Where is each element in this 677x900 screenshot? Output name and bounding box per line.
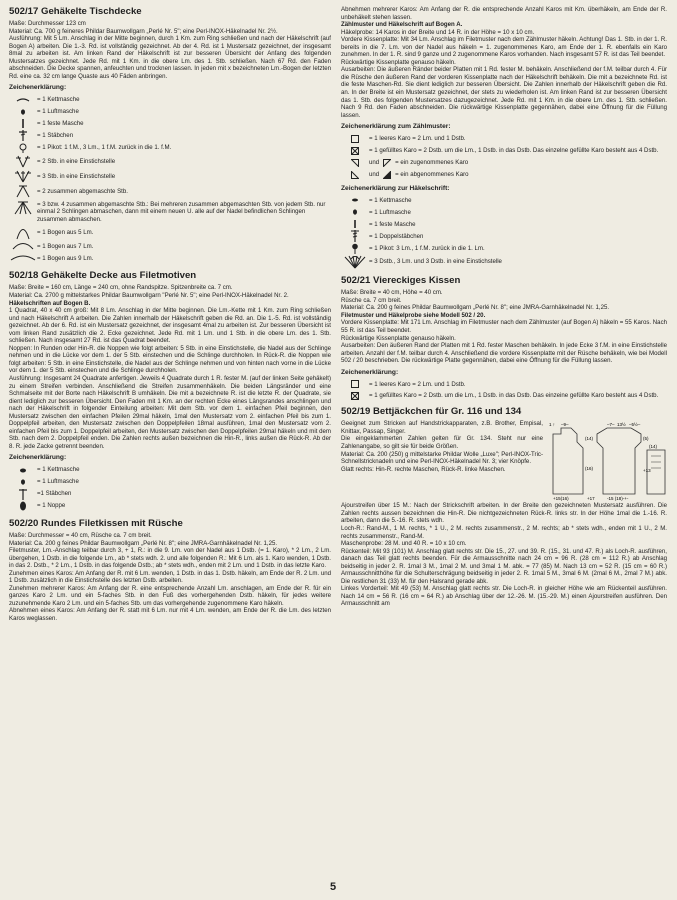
legend-item: = 1 Doppelstäbchen [341,230,667,242]
legend-title: Zeichenerklärung zum Zählmuster: [341,123,451,131]
single-crochet-icon [9,119,37,128]
section-title: 502/19 Bettjäckchen für Gr. 116 und 134 [341,406,522,418]
shell-stitch-icon [341,255,369,269]
svg-text:(14): (14) [649,444,658,450]
increase-corner-icon [383,159,391,167]
instructions: Ausführung: Insgesamt 24 Quadrate anfertigen. Jeweils 4 Quadrate durch 1 R. fester M. (auf der linken Seite gehäkelt) zu einem Streifen verbinden. Anschließend die Streifen zusammenhäkeln. Die beiden Längsränder und eine Schmalseite mit der Borte nach Häkelschrift B umhäkeln. Die mit a bezeichnete R. ist die letzte R. der Quadrate, sie dient lediglich zur besseren Übersicht. Den Faden mit 1 Km. an der rechten Ecke eines Längsrandes anschlingen und nach der Häkelschrift in folgender Einteilung arbeiten: Mit dem Stb. vor dem 1. einfachen Pfeil beginnen, den Mustersatz zwischen den einfachen Pfeilen 29mal häkeln, 1mal den Mustersatz vom 2. einfachen Pfeil bis zum 1. Doppelpfeil arbeiten, den Mustersatz zwischen den Doppelpfeilen 18mal ausführen, 1mal den Mustersatz vom 2. einfachen Pfeil bis zum 1. Doppelpfeil arbeiten, den Mustersatz zwischen den Doppelpfeilen 29mal häkeln und mit dem Stb. nach dem 2. Doppelpfeil enden. Die Zahlen rechts außen bezeichnen die Hin-R., links außen die Rück-R. Ab der 8. R. jede Zacke getrennt beenden. [9,374,331,450]
instructions: Abnehmen eines Karos: Am Anfang der R. statt mit 6 Lm. nur mit 4 Lm. wenden, am Ende der R. die Lm. des letzten Karos weglassen. [9,607,331,623]
picot-icon [9,143,37,153]
three-dc-one-stitch-icon [9,170,37,183]
dimensions: Maße: Durchmesser 123 cm [9,20,86,27]
legend-item: = 1 Noppe [9,500,331,512]
instructions: Noppen: In Runden oder Hin-R. die Noppen wie folgt arbeiten: 5 Stb. in eine Einstichstelle, die Nadel aus der Schlinge nehmen und in die Lücke vor dem 1. der 5 Stb. einstechen und die Schlinge durchholen. In Rück-R. die Noppen wie folgt arbeiten: 5 Stb. in eine Einstichstelle, die Nadel aus der Schlinge nehmen und von hinten nach vorne in die Lücke vor dem 1. der 5 Stb. einstechen und die Schlinge durchholen. [9,344,331,375]
legend-item: = 3 bzw. 4 zusammen abgemaschte Stb.: Bei mehreren zusammen abgemaschten Stb. von jedem Stb. nur einmal 2 Schlingen abmaschen, dann mit einem neuen U. alle auf der Nadel befindlichen Schlingen zusammen abmaschen. [9,201,331,224]
dimensions: Maße: Breite = 40 cm, Höhe = 40 cm. [341,289,443,297]
legend-item: = 1 Luftmasche [9,106,331,118]
legend-item: = 1 Bogen aus 7 Lm. [9,240,331,252]
svg-text:+15(16): +15(16) [553,496,569,502]
legend-item: = 3 Stb. in eine Einstichstelle [9,169,331,184]
bobble-icon [9,501,37,511]
instructions: Ajourstreifen über 15 M.: Nach der Strickschrift arbeiten. In der Breite den gezeichneten Mustersatz ausführen. Die Zahlen rechts aussen bezeichnen die Hin-R. Die nichtgezeichneten Rück-R. links str. In der Höhe 1mal die 1.-16. R. arbeiten, dann die 5.-16. R. stets wdh. [341,502,667,525]
legend-item: = 1 leeres Karo = 2 Lm. und 1 Dstb. [341,378,667,390]
chain-stitch-icon [9,109,37,115]
legend-title: Zeichenerklärung: [9,454,67,462]
svg-text:(14): (14) [585,436,594,442]
gauge: Maschenprobe: 28 M. und 40 R. = 10 x 10 cm. [341,540,467,548]
arc-5-chain-icon [9,226,37,240]
legend-item: = 1 gefülltes Karo = 2 Dstb. um die Lm., 1 Dstb. in das Dstb. Das einzeine gefüllte Karo besteht aus 4 Dstb. [341,392,667,400]
material: Material: Ca. 2700 g mittelstarkes Phildar Baumwollgarn "Perlé Nr. 5"; eine Perl-INOX-Häkelnadel Nr. 2. [9,291,289,299]
instructions: Ausführung: Mit 5 Lm. Anschlag in der Mitte beginnen, durch 1 Km. zum Ring schließen und nach der Häkelschrift (auf Bogen A) arbeiten. Die 1.-3. Rd. ist vollständig gezeichnet. Ab der 4. Rd. ist 1 Mustersatz gezeichnet, der insgesamt 8mal zu arbeiten ist. Am linken Rand der Häkelschrift ist zur besseren Übersicht der Anfang des folgenden Mustersatzes gezeichnet. Jede Rd. mit 1 Km. in die obere Lm. des 1. Stb. schließen. Nach 67 Rd. den Faden abschneiden. Die Decke spannen, anfeuchten und trocknen lassen. In jeden mit x bezeichneten Lm.-Bogen der letzten Rd. eine ca. 32 cm lange Quaste aus 40 Fäden anbringen. [9,35,331,80]
stitch-pattern: Glatt rechts: Hin-R. rechte Maschen, Rück-R. linke Maschen. [341,465,506,473]
three-four-dc-together-icon [9,201,37,215]
svg-text:+17: +17 [587,496,595,502]
legend-item: = 2 Stb. in eine Einstichstelle [9,154,331,169]
gauge: Häkelprobe: 14 Karos in der Breite und 14 R. in der Höhe = 10 x 10 cm. [341,28,535,36]
section-title: 502/20 Rundes Filetkissen mit Rüsche [9,518,183,529]
legend-title: Zeichenerklärung: [341,368,399,376]
legend-item: = 1 Kettmasche [9,464,331,476]
legend-item: = 1 feste Masche [9,118,331,130]
legend-item: = 3 Dstb., 3 Lm. und 3 Dstb. in eine Einstichstelle [341,254,667,269]
two-dc-together-icon [9,185,37,198]
instructions: Loch-R.: Rand-M., 1 M. rechts, * 1 U., 2 M. rechts zusammenstr., 2 M. rechts; ab * stets wdh., enden mit 1 U., 2 M. rechts zusammenstr., Rand-M. [341,524,667,540]
left-column [9,6,331,623]
instructions: Rückwärtige Kissenplatte genauso häkeln. [341,334,456,342]
legend-item: = 1 gefülltes Karo = 2 Dstb. um die Lm., 1 Dstb. in das Dstb. Das einzelne gefüllte Karo besteht aus 4 Dstb. [341,147,667,155]
single-crochet-icon [341,220,369,228]
arc-7-chain-icon [9,242,37,250]
empty-square-icon [341,135,369,143]
slip-stitch-icon [9,97,37,103]
chart-reference: Zählmuster und Häkelschrift auf Bogen A. [341,21,463,29]
filled-square-icon [341,147,369,155]
instructions: 1 Quadrat, 40 x 40 cm groß: Mit 8 Lm. Anschlag in der Mitte beginnen. Die Lm.-Kette mit 1 Km. zum Ring schließen und nach Häkelschrift A arbeiten. Die Zahlen innerhalb der Häkelschrift geben die Rd. an. Die 1.-5. Rd. ist vollständig gezeichnet. Ab der 6. Rd. ist ein Mustersatz gezeichnet, der insgesamt 4mal zu arbeiten ist. Zur besseren Übersicht ist vom linken Rand zusätzlich die 2. Ecke gezeichnet. Jede Rd. mit 1 Lm. und 1 Stb. in die obere Lm. des 1. Stb. schließen. Nach insgesamt 27 Rd. ist das Quadrat beendet. [9,307,331,345]
svg-text:(16): (16) [585,466,594,472]
empty-square-icon [341,380,369,388]
instructions: Ausarbeiten: Den äußeren Rand der Platten mit 1 Rd. fester Maschen behäkeln. In jede Ecke 3 f.M. in eine Einstichstelle arbeiten. Anzahl der f.M. teilbar durch 4. Anschließend die vordere Kissenplatte mit der Rüsche behäkeln, wie bei Modell 502 / 20 beschrieben. Die rückwärtige Platte gegennähen, dabei eine Öffnung für die Füllung lassen. [341,342,667,365]
material: Material: Ca. 700 g feineres Phildar Baumwollgarn „Perlé Nr. 5"; eine Perl-INOX-Häkelnadel Nr. 2½. [9,27,278,35]
svg-text:1 ↑: 1 ↑ [549,422,556,428]
legend-item: = 2 zusammen abgemaschte Stb. [9,184,331,199]
double-crochet-icon [9,489,37,500]
svg-text:–7–: –7– [607,422,615,428]
instructions: Filetmuster, Lm.-Anschlag teilbar durch 3, + 1, R.: in die 9. Lm. von der Nadel aus 1 Dstb. (= 1. Karo), * 2 Lm., 2 Lm. übergehen, 1 Dstb. in die folgende Lm., ab * stets wdh. 2. und alle folgenden R.: Mit 6 Lm. als 1. Karo wenden, 1 Dstb. in das 2. Dstb., * 2 Lm., 1 Dstb. in das folgende Dstb.; ab * stets wdh., enden mit 2 Lm. und 1 Dstb. in das letzte Karo. [9,547,331,570]
chain-stitch-icon [341,209,369,215]
section-title: 502/18 Gehäkelte Decke aus Filetmotiven [9,270,197,282]
chart-reference: Häkelschriften auf Bogen B. [9,299,91,307]
arc-9-chain-icon [9,255,37,261]
legend-item: = 1 Luftmasche [9,476,331,488]
decrease-corner-icon [383,171,391,179]
legend-item: =1 Stäbchen [9,488,331,500]
chain-stitch-icon [9,479,37,485]
legend-title: Zeichenerklärung: [9,84,67,92]
jacket-schematic [547,420,667,502]
material: Material: Ca. 200 (250) g mittelstarke Phildar Wolle „Luxe"; Perl-INOX-Tric-Schnellstricknadeln und eine Perl-INOX-Häkelnadel Nr. 3; vier Knöpfe. [341,450,543,466]
dimensions: Maße: Breite = 160 cm, Länge = 240 cm, ohne Randspitze. Spitzenbreite ca. 7 cm. [9,284,233,292]
dimensions: Maße: Durchmesser = 40 cm, Rüsche ca. 7 cm breit. [9,532,152,539]
decrease-corner-icon [341,171,369,179]
double-crochet-icon [9,130,37,141]
svg-text:13½: 13½ [617,422,626,428]
legend-item: = 1 Kettmasche [341,194,667,206]
instructions: Vordere Kissenplatte: Mit 34 Lm. Anschlag im Filetmuster nach dem Zählmuster häkeln. Achtung! Das 1. Stb. in der 1. R. bereits in die 7. Lm. von der Nadel aus häkeln = 1. zugenommenes Karo, am Ende der 1. R. ebenfalls ein Karo zunehmen. In der 1. R. sind 9 ganze und 2 zugenommene Karos vorhanden. Nach insgesamt 57 R. ist das Teil beendet. [341,36,667,59]
svg-text:+13: +13 [643,468,651,474]
legend-item: und = ein abgenommenes Karo [341,169,667,181]
legend-item: = 1 leeres Karo = 2 Lm. und 1 Dstb. [341,133,667,145]
picot-icon [341,243,369,254]
dimensions: Rüsche ca. 7 cm breit. [341,296,402,304]
treble-crochet-icon [341,230,369,242]
machine-note: Geeignet zum Stricken auf Handstrickapparaten, z.B. Brother, Empisal, Knittax, Passap, Singer. [341,420,543,435]
instructions: Rückwärtige Kissenplatte genauso häkeln. [341,58,456,66]
svg-text:–5½–: –5½– [629,422,641,428]
section-title: 502/17 Gehäkelte Tischdecke [9,6,142,17]
legend-item: = 1 Kettmasche [9,94,331,106]
instructions: Rückenteil: Mit 93 (101) M. Anschlag glatt rechts str. Die 15., 27. und 39. R. (15., 31. und 47. R.) als Loch-R. ausführen, danach das Teil glatt rechts beenden. Für die Armausschnitte nach 24 cm = 96 R. (28 cm = 112 R.) ab Anschlag beidseitig in jeder 2. R. 1mal 3 M., 1mal 2 M. und 3mal 1 M. abk. = 77 (85) M. Nach 13 cm = 52 R. (15 cm = 60 R.) Armausschnitthöhe für die Schulterschrägung beidseitig in jeder 2. R. 1mal 5 M., 3mal 6 M. (2mal 6 M., 2mal 7 M.) abk. Die restlichen 31 (33) M. für den Halsrand gerade abk. [341,547,667,585]
instructions: Vordere Kissenplatte: Mit 171 Lm. Anschlag im Filetmuster nach dem Zählmuster (auf Bogen A) häkeln = 55 Karos. Nach 55 R. ist das Teil beendet. [341,319,668,335]
svg-text:-15 (18)-+-: -15 (18)-+- [607,496,629,502]
instructions: Linkes Vorderteil: Mit 49 (53) M. Anschlag glatt rechts str. Die Loch-R. in gleicher Höhe wie am Rückenteil ausführen. Nach 14 cm = 56 R. (16 cm = 64 R.) ab Anschlag über der 12.-26. M. (15.-29. M.) einen Ajourstreifen ausführen. Den Armausschnitt am [341,585,667,608]
material: Material: Ca. 200 g feines Phildar Baumwollgarn „Perlé Nr. 8"; eine JMRA-Garnhäkelnadel Nr. 1,25. [341,304,610,312]
intro-with-schematic [341,420,667,502]
two-dc-one-stitch-icon [9,155,37,168]
legend-item: = 1 feste Masche [341,218,667,230]
slip-stitch-icon [9,468,37,473]
legend-title: Zeichenerklärung zur Häkelschrift: [341,184,450,192]
instructions: Zunehmen mehrerer Karos: Am Anfang der R. eine entsprechende Anzahl Lm. anschlagen, am Ende der R. für ein ganzes Karo 2 Lm. und ein 5-faches Stb. in den Fuß des vorhergehenden Dstb. häkeln, für jedes weitere zuzunehmende Karo 2 Lm. und ein 5-faches Stb. um das vorhergehende zugenommene Karo häkeln. [9,584,331,607]
legend-item: = 1 Stäbchen [9,130,331,142]
svg-text:–9–: –9– [561,422,569,428]
legend-item: = 1 Luftmasche [341,206,667,218]
increase-corner-icon [341,159,369,167]
instructions: Ausarbeiten: Die äußeren Ränder beider Platten mit 1 Rd. fester M. behäkeln. Anschließend der f.M. teilbar durch 4. Für die Rüsche den äußeren Rand der vorderen Kissenplatte nach der Häkelschrift behäkeln. Die mit a bezeichnete Rd. ist die feste Maschen-Rd. Sie dient lediglich zur besseren Übersicht. Die Zahlen innerhalb der Häkelschrift geben die Rd. an. In der Breite ist ein Mustersatz gezeichnet, der stets zu wiederholen ist. Am linken Rand ist zur besseren Übersicht das 1. Stb. des folgenden Mustersatzes dazugezeichnet. Jede Rd. mit 1 Km. in die obere Lm. des 1. Stb. schließen. Nach 9 Rd. den Faden abschneiden. Die rückwärtige Kissenplatte gegennähen, dabei eine Öffnung für die Füllung lassen. [341,66,667,119]
material: Material: Ca. 200 g feines Phildar Baumwollgarn „Perlé Nr. 8"; eine JMRA-Garnhäkelnadel Nr. 1,25. [9,539,278,547]
right-column [341,6,667,608]
instructions: Zunehmen eines Karos: Am Anfang der R. mit 6 Lm. wenden, 1 Dstb. in das 1. Dstb. häkeln, am Ende der R. 2 Lm. und 1 Dstb. zusätzlich in die Einstichstelle des letzten Dstb. arbeiten. [9,569,331,585]
legend-item: = 1 Bogen aus 5 Lm. [9,225,331,240]
slip-stitch-icon [341,198,369,202]
filled-square-icon [341,392,369,400]
chart-reference: Filetmuster und Häkelprobe siehe Modell 502 / 20. [341,311,486,319]
legend-item: = 1 Bogen aus 9 Lm. [9,252,331,264]
legend-item: = 1 Pikot: 1 f.M., 3 Lm., 1 f.M. zurück in die 1. f.M. [9,142,331,154]
instructions: Abnehmen mehrerer Karos: Am Anfang der R. die entsprechende Anzahl Karos mit Km. überhäkeln, am Ende der R. unbehäkelt stehen lassen. [341,6,667,21]
legend-item: = 1 Pikot: 3 Lm., 1 f.M. zurück in die 1. Lm. [341,242,667,254]
section-title: 502/21 Viereckiges Kissen [341,275,461,287]
page-number: 5 [330,881,337,893]
size-note: Die eingeklammerten Zahlen gelten für Gr. 134. Steht nur eine Zahlenangabe, so gilt sie für beide Größen. [341,435,543,450]
svg-text:(5): (5) [643,436,649,442]
legend-item: und = ein zugenommenes Karo [341,157,667,169]
